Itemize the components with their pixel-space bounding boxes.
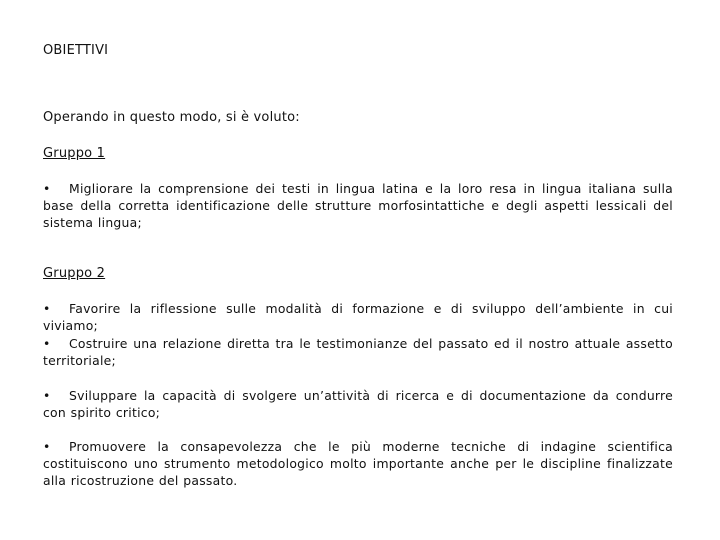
group-2-item-4 (43, 438, 673, 489)
item-text: Sviluppare la capacità di svolgere un’attività di ricerca e di documentazione da condurre con spirito critico; (43, 388, 673, 420)
item-text: Favorire la riflessione sulle modalità di formazione e di sviluppo dell’ambiente in cui viviamo; (43, 301, 673, 333)
bullet-icon: • (43, 301, 51, 316)
item-text: Costruire una relazione diretta tra le testimonianze del passato ed il nostro attuale assetto territoriale; (43, 336, 673, 368)
bullet-icon: • (43, 439, 51, 454)
intro-text: Operando in questo modo, si è voluto: (43, 110, 300, 125)
group-2-item-2 (43, 335, 673, 369)
group-2-item-3 (43, 387, 673, 421)
bullet-icon: • (43, 388, 51, 403)
bullet-icon: • (43, 181, 51, 196)
page-title: OBIETTIVI (43, 43, 109, 58)
group-2-item-1 (43, 300, 673, 334)
item-text: Migliorare la comprensione dei testi in lingua latina e la loro resa in lingua italiana sulla base della corretta identificazione delle strutture morfosintattiche e degli aspetti lessicali del sistema lingua; (43, 181, 673, 230)
item-text: Promuovere la consapevolezza che le più moderne tecniche di indagine scientifica costituiscono uno strumento metodologico molto importante anche per le discipline finalizzate alla ricostruzione del passato. (43, 439, 673, 488)
group-1-item-1 (43, 180, 673, 231)
group-1-heading: Gruppo 1 (43, 146, 106, 161)
bullet-icon: • (43, 336, 51, 351)
group-2-heading: Gruppo 2 (43, 266, 106, 281)
